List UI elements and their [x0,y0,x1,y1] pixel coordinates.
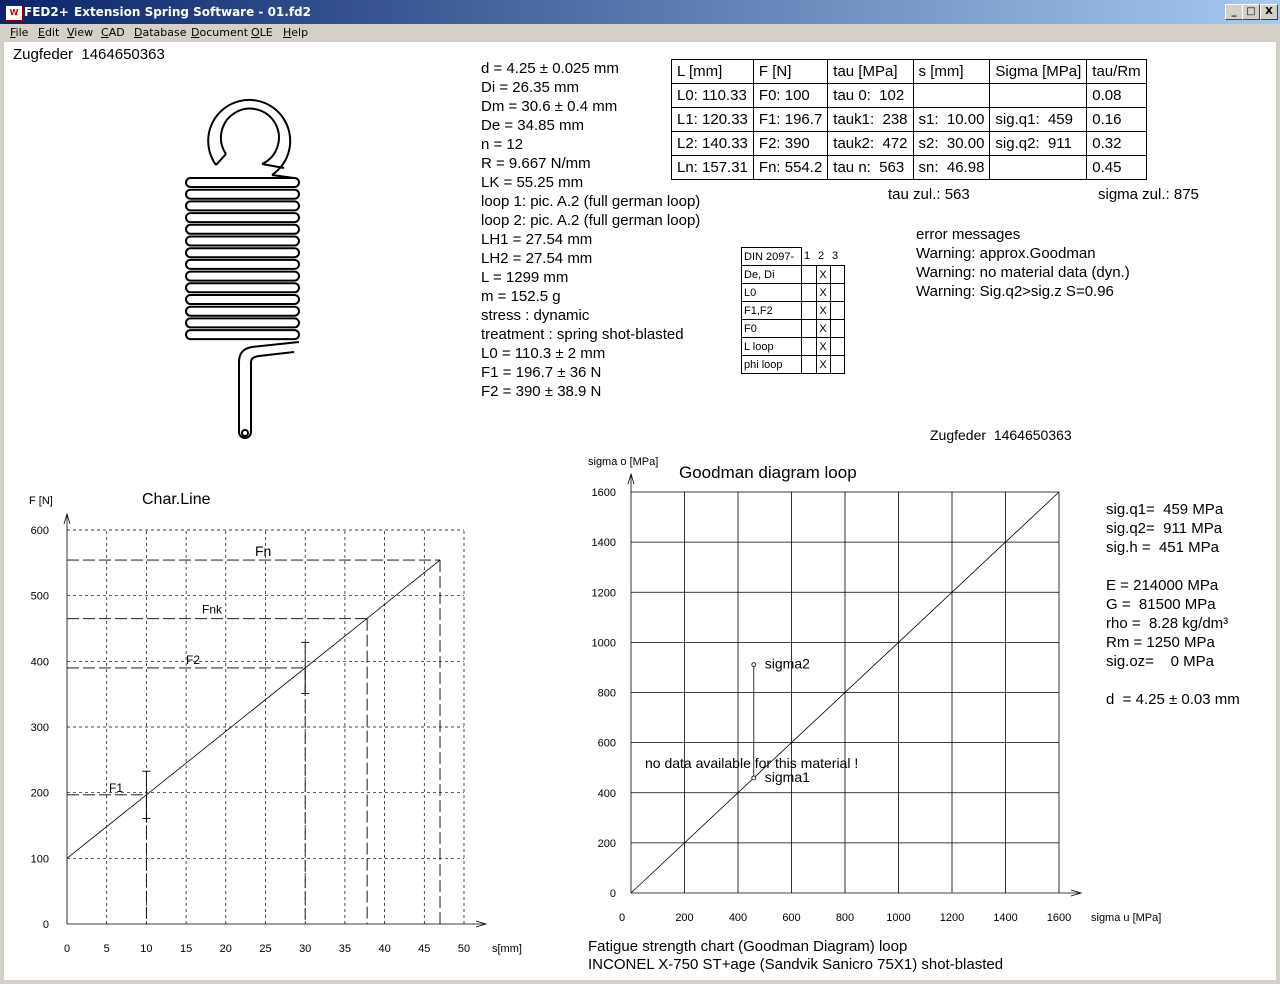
results-cell: sig.q1: 459 [990,108,1087,132]
din-cell: X [816,338,830,356]
x-tick-label: 800 [835,912,855,924]
din-row [742,266,845,284]
spring-coil [186,318,299,327]
results-cell: tau n: 563 [828,156,913,180]
y-tick-label: 200 [597,837,616,850]
x-tick-label: 1000 [886,912,911,924]
results-cell: sig.q2: 911 [990,132,1087,156]
menu-document[interactable]: Document [191,26,249,39]
param-line: Di = 26.35 mm [481,79,579,96]
din-cell: X [816,266,830,284]
results-row [672,108,1147,132]
din-cell [830,320,844,338]
param-line: d = 4.25 ± 0.025 mm [481,60,619,77]
x-tick-label: 1400 [993,912,1018,924]
spring-coil [186,283,299,292]
din-cell: F0 [742,320,802,338]
results-cell: sn: 46.98 [913,156,990,180]
results-header-cell: Sigma [MPa] [990,60,1087,84]
menu-help[interactable]: Help [283,26,309,39]
results-cell: tauk2: 472 [828,132,913,156]
din-cell [830,338,844,356]
results-cell: L2: 140.33 [672,132,754,156]
title-bar [0,0,1280,24]
param-line: L0 = 110.3 ± 2 mm [481,345,606,362]
material-prop: G = 81500 MPa [1106,596,1216,613]
y-tick-label: 600 [30,525,49,537]
din-header-cell: 1 [804,250,811,263]
results-cell: F2: 390 [753,132,827,156]
x-tick-label: 600 [782,912,801,924]
x-tick-label: 5 [103,943,110,955]
menu-database[interactable]: Database [134,26,187,39]
x-tick-label: 400 [728,912,748,924]
param-line: R = 9.667 N/mm [481,155,591,172]
spring-coil [186,260,299,269]
drawing-svg [4,42,1276,980]
param-line: L = 1299 mm [481,269,569,286]
menu-edit[interactable]: Edit [38,26,60,39]
error-title: error messages [916,226,1021,243]
spring-coil [186,295,299,304]
results-header-cell: tau [MPa] [828,60,913,84]
y-tick-label: 1400 [591,537,616,550]
stress-point [752,663,756,667]
spring-coil [186,190,299,199]
y-tick-label: 0 [609,888,616,900]
din-cell: X [816,284,830,302]
x-tick-label: 25 [259,943,272,955]
material-prop: E = 214000 MPa [1106,577,1219,594]
param-line: De = 34.85 mm [481,117,584,134]
x-tick-label: 35 [338,943,352,955]
y-tick-label: 400 [30,656,49,669]
param-line: loop 2: pic. A.2 (full german loop) [481,212,701,229]
results-cell: s1: 10.00 [913,108,990,132]
din-cell [802,284,817,302]
x-tick-label: 1200 [939,912,965,924]
param-line: stress : dynamic [481,307,590,324]
footer-line-1: Fatigue strength chart (Goodman Diagram) loop [588,938,908,955]
results-row [672,84,1147,108]
din-cell: phi loop [742,356,802,374]
window-title: Extension Spring Software - 01.fd2 [74,5,311,19]
din-cell [802,320,817,338]
menu-ole[interactable]: OLE [251,26,273,39]
menu-file[interactable]: File [10,26,29,39]
y-tick-label: 100 [30,853,49,866]
din-cell [802,302,817,320]
results-cell: F0: 100 [753,84,827,108]
din-cell [830,356,844,374]
y-tick-label: 800 [597,687,616,700]
material-prop: d = 4.25 ± 0.03 mm [1106,691,1240,708]
y-tick-label: 500 [30,590,49,603]
y-tick-label: 300 [30,722,49,734]
close-button[interactable]: X [1260,4,1278,20]
results-cell: tau 0: 102 [828,84,913,108]
spring-coil [186,178,299,187]
error-message: Warning: approx.Goodman [916,245,1096,262]
maximize-button[interactable]: □ [1242,4,1260,20]
results-header-cell: tau/Rm [1087,60,1146,84]
din-cell [802,356,817,374]
material-prop: sig.h = 451 MPa [1106,539,1219,556]
din-cell [802,266,817,284]
spring-coil [186,330,299,339]
results-cell [990,156,1087,180]
marker-label: Fnk [202,602,223,617]
results-cell: tauk1: 238 [828,108,913,132]
error-message: Warning: no material data (dyn.) [916,264,1130,281]
din-cell [830,302,844,320]
param-line: treatment : spring shot-blasted [481,326,684,343]
results-header-cell: F [N] [753,60,827,84]
material-prop: sig.q2= 911 MPa [1106,520,1223,537]
spring-coil [186,201,299,210]
footer-line-2: INCONEL X-750 ST+age (Sandvik Sanicro 75X1) shot-blasted [588,956,1004,973]
spring-coil [186,307,299,316]
param-line: LH2 = 27.54 mm [481,250,593,267]
marker-label: F1 [109,780,124,795]
din-row [742,302,845,320]
app-name: FED2+ [24,5,69,19]
din-row [742,284,845,302]
din-header-cell: DIN 2097- [742,248,802,266]
din-cell [830,284,844,302]
characteristic-line-chart [29,491,522,955]
spring-hook-eye [242,430,248,436]
spring-drawing [186,100,299,438]
spring-bottom-hook [239,342,299,438]
material-prop: Rm = 1250 MPa [1106,634,1215,651]
x-tick-label: 1600 [1046,912,1072,924]
results-row [672,132,1147,156]
y-tick-label: 1000 [591,637,616,650]
din-cell: De, Di [742,266,802,284]
marker-label: Fn [255,543,272,560]
chart-title: Goodman diagram loop [679,463,857,482]
menu-view[interactable]: View [67,26,94,39]
results-cell: F1: 196.7 [753,108,827,132]
results-cell: L0: 110.33 [672,84,754,108]
results-cell: 0.32 [1087,132,1146,156]
chart-title: Char.Line [142,491,211,508]
din-header-cell: 2 [818,250,825,263]
results-cell: s2: 30.00 [913,132,990,156]
drawing-canvas[interactable] [4,42,1276,980]
results-cell: 0.45 [1087,156,1146,180]
minimize-button[interactable]: _ [1225,4,1243,20]
error-message: Warning: Sig.q2>sig.z S=0.96 [916,283,1114,300]
marker-label: F2 [186,652,201,667]
stress-point [752,776,756,780]
results-table [671,59,1147,180]
menu-cad[interactable]: CAD [101,26,125,39]
din-cell [802,338,817,356]
drawing-title: Zugfeder 1464650363 [13,46,165,63]
x-tick-label: 40 [378,943,391,955]
din-header-cell: 3 [832,250,839,263]
no-data-note: no data available for this material ! [645,755,859,771]
x-tick-label: 50 [457,943,471,955]
x-tick-label: 200 [675,912,694,924]
menu-bar [0,24,1280,42]
results-cell: L1: 120.33 [672,108,754,132]
stress-point-label: sigma2 [764,655,810,672]
din-cell: L loop [742,338,802,356]
y-axis-label: sigma o [MPa] [588,456,659,468]
x-tick-label: 15 [179,943,193,955]
y-tick-label: 600 [597,737,616,750]
characteristic-line [67,560,440,858]
param-line: F1 = 196.7 ± 36 N [481,364,602,381]
results-header-cell: L [mm] [672,60,754,84]
goodman-chart [588,456,1161,924]
goodman-spring-label: Zugfeder 1464650363 [930,427,1072,443]
din-row [742,356,845,374]
spring-top-loop-inner [221,109,279,164]
x-tick-label: 0 [63,943,71,955]
param-line: loop 1: pic. A.2 (full german loop) [481,193,701,210]
spring-coil [186,225,299,234]
x-tick-label: 45 [418,943,431,955]
param-line: n = 12 [481,136,524,153]
y-tick-label: 200 [30,787,49,800]
material-prop: rho = 8.28 kg/dm³ [1106,615,1229,632]
spring-coil [186,248,299,257]
y-axis-label: F [N] [29,495,53,507]
results-cell: Ln: 157.31 [672,156,754,180]
results-cell: 0.16 [1087,108,1146,132]
din-row [742,338,845,356]
x-axis-label: s[mm] [492,943,522,955]
results-header-cell: s [mm] [913,60,990,84]
param-line: LK = 55.25 mm [481,174,584,191]
results-row [672,156,1147,180]
din-cell: F1,F2 [742,302,802,320]
din-cell: X [816,302,830,320]
y-tick-label: 0 [42,919,49,931]
material-prop: sig.q1= 459 MPa [1106,501,1224,518]
results-cell: Fn: 554.2 [753,156,827,180]
param-line: LH1 = 27.54 mm [481,231,593,248]
param-line: m = 152.5 g [481,288,561,305]
spring-coil [186,237,299,246]
x-tick-label: 0 [618,912,626,924]
y-tick-label: 1200 [591,587,616,600]
results-cell: 0.08 [1087,84,1146,108]
din-cell: X [816,320,830,338]
results-cell [990,84,1087,108]
sigma-allowed: sigma zul.: 875 [1098,186,1199,203]
results-cell [913,84,990,108]
spring-loop-tip [216,154,226,165]
din-tolerance-table [741,247,845,374]
x-tick-label: 10 [140,943,153,955]
param-line: Dm = 30.6 ± 0.4 mm [481,98,618,115]
spring-coil [186,272,299,281]
tau-allowed: tau zul.: 563 [888,186,970,203]
din-row [742,320,845,338]
param-line: F2 = 390 ± 38.9 N [481,383,602,400]
x-axis-label: sigma u [MPa] [1091,912,1162,924]
spring-coil [186,213,299,222]
y-tick-label: 400 [597,787,616,800]
din-cell [830,266,844,284]
din-cell: X [816,356,830,374]
x-tick-label: 20 [219,943,232,955]
material-prop: sig.oz= 0 MPa [1106,653,1214,670]
din-cell: L0 [742,284,802,302]
stress-point-label: sigma1 [764,768,810,785]
app-icon[interactable]: W [5,5,23,21]
x-tick-label: 30 [299,943,312,955]
y-tick-label: 1600 [591,487,616,499]
